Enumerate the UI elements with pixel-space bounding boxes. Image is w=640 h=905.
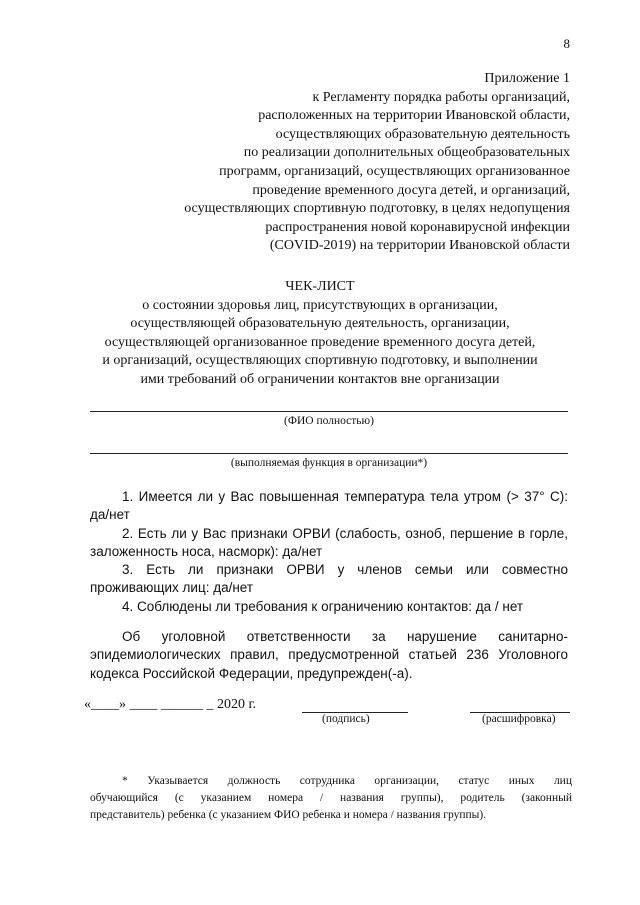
questions-list bbox=[90, 488, 568, 616]
appendix-line: программ, организаций, осуществляющих организованное bbox=[219, 163, 570, 179]
checklist-subtitle-line: о состоянии здоровья лиц, присутствующих в организации, bbox=[142, 297, 498, 313]
appendix-line: по реализации дополнительных общеобразовательных bbox=[243, 145, 570, 161]
appendix-header bbox=[110, 70, 570, 256]
checklist-title bbox=[60, 278, 580, 390]
question-3: 3. Есть ли признаки ОРВИ у членов семьи или совместно bbox=[122, 562, 568, 578]
appendix-line: к Регламенту порядка работы организаций, bbox=[312, 89, 570, 105]
warning-line: кодекса Российской Федерации, предупрежден(-а). bbox=[90, 665, 413, 681]
transcript-caption: (расшифровка) bbox=[482, 713, 556, 725]
appendix-line: Приложение 1 bbox=[484, 71, 570, 86]
question-2: 2. Есть ли у Вас признаки ОРВИ (слабость, озноб, першение в горле, bbox=[122, 525, 568, 541]
date-field[interactable]: «____» ____ ______ _ 2020 г. bbox=[84, 697, 257, 712]
footnote-line: представитель) ребенка (с указанием ФИО ребенка и номера / названия группы). bbox=[90, 809, 487, 821]
page-number: 8 bbox=[563, 36, 570, 51]
signature-row bbox=[84, 697, 574, 737]
signature-caption: (подпись) bbox=[322, 713, 370, 725]
function-line[interactable] bbox=[90, 453, 568, 454]
full-name-caption: (ФИО полностью) bbox=[284, 415, 374, 427]
full-name-line[interactable] bbox=[90, 411, 568, 412]
appendix-line: (COVID-2019) на территории Ивановской области bbox=[269, 238, 570, 254]
appendix-line: расположенных на территории Ивановской области, bbox=[258, 108, 570, 124]
warning-line: эпидемиологических правил, предусмотренной статьей 236 Уголовного bbox=[90, 647, 568, 663]
appendix-line: проведение временного досуга детей, и организаций, bbox=[252, 182, 570, 198]
checklist-subtitle-line: и организаций, осуществляющих спортивную подготовку, и выполнении bbox=[102, 353, 538, 369]
checklist-subtitle-line: осуществляющей образовательную деятельность, организации, bbox=[130, 316, 510, 332]
appendix-line: распространения новой коронавирусной инфекции bbox=[265, 219, 570, 235]
footnote-line: * Указывается должность сотрудника организации, статус иных лиц bbox=[122, 775, 572, 787]
footnote-line: обучающийся (с указанием номера / названия группы), родитель (законный bbox=[90, 792, 572, 804]
question-4: 4. Соблюдены ли требования к ограничению контактов: да / нет bbox=[122, 598, 524, 614]
question-1: 1. Имеется ли у Вас повышенная температура тела утром (> 37° С): bbox=[122, 489, 568, 504]
footnote bbox=[90, 773, 572, 824]
question-1-answer: да/нет bbox=[90, 507, 130, 523]
question-3-answer: проживающих лиц: да/нет bbox=[90, 580, 254, 596]
appendix-line: осуществляющих спортивную подготовку, в целях недопущения bbox=[184, 201, 570, 217]
function-caption: (выполняемая функция в организации*) bbox=[230, 457, 428, 469]
warning-line: Об уголовной ответственности за нарушение санитарно- bbox=[122, 629, 568, 644]
question-2-answer: заложенность носа, насморк): да/нет bbox=[90, 543, 323, 559]
liability-warning bbox=[90, 628, 568, 683]
checklist-subtitle-line: ими требований об ограничении контактов вне организации bbox=[140, 371, 500, 387]
checklist-subtitle-line: осуществляющей организованное проведение временного досуга детей, bbox=[104, 334, 536, 350]
appendix-line: осуществляющих образовательную деятельность bbox=[275, 126, 570, 142]
checklist-heading: ЧЕК-ЛИСТ bbox=[285, 279, 355, 294]
